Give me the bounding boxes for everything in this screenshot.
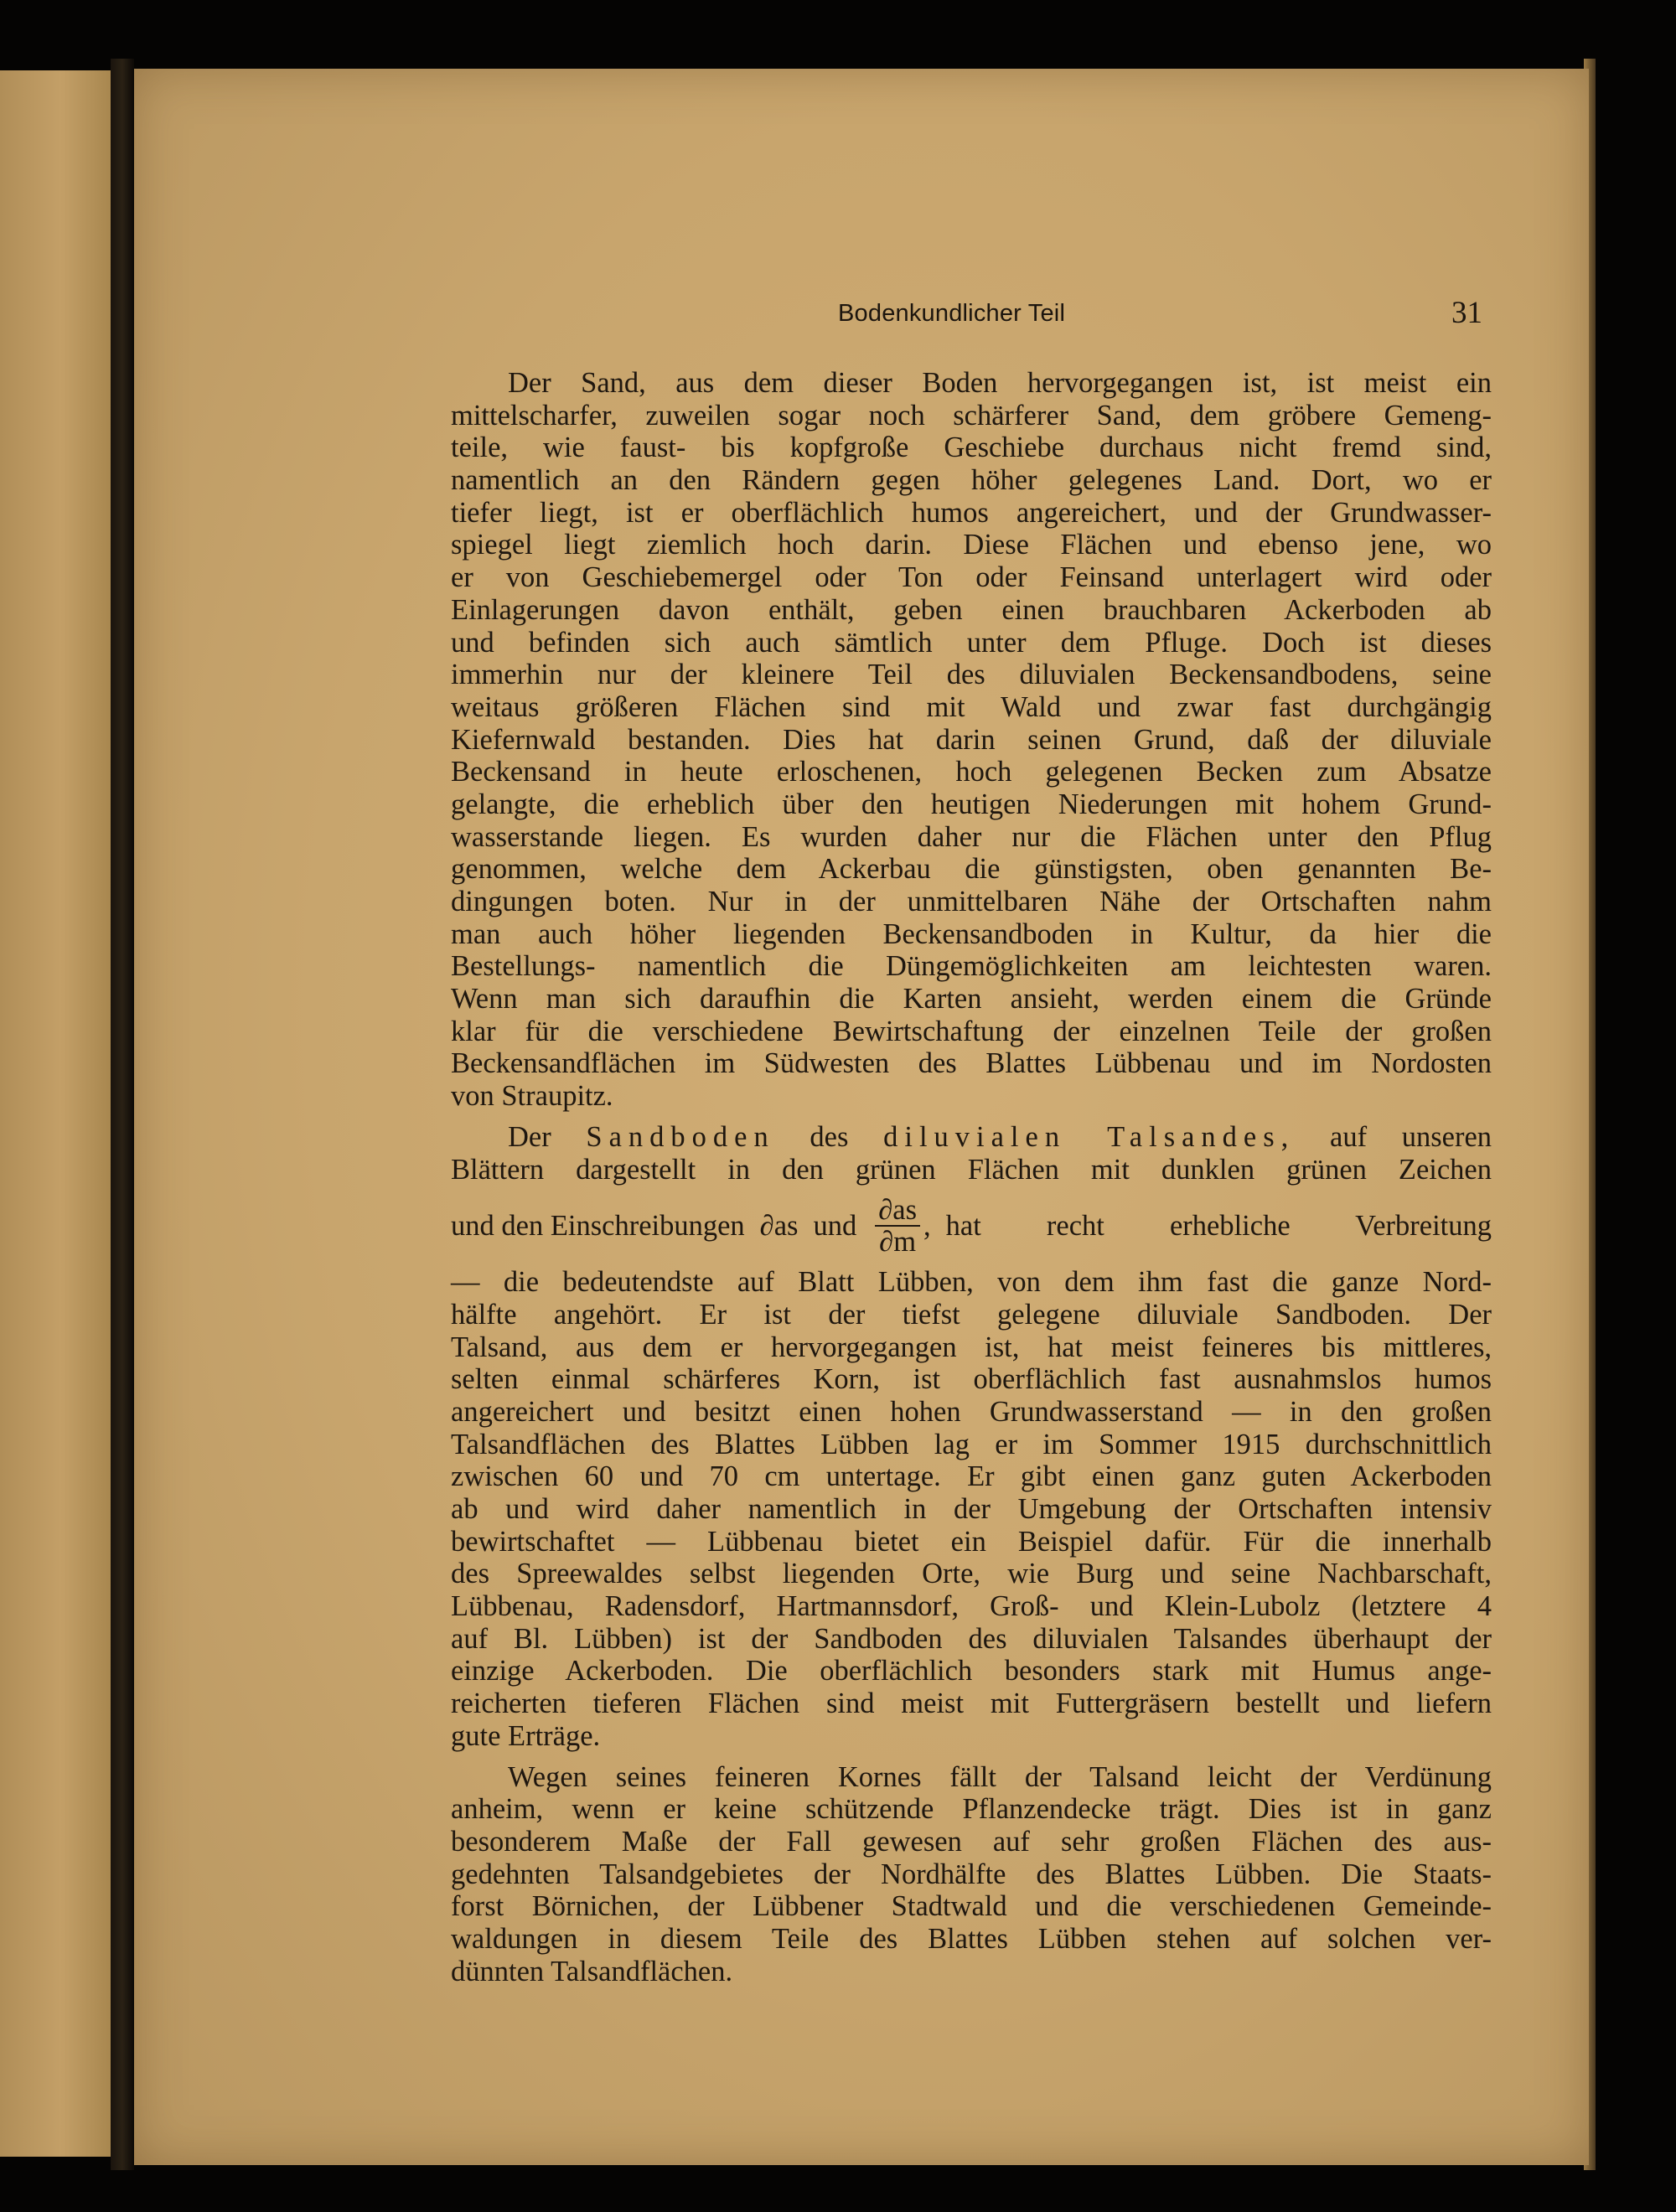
paragraph-1	[451, 367, 1492, 1113]
spaced-term-sandboden: Sandboden	[586, 1120, 775, 1153]
text-line: angereichert und besitzt einen hohen Grundwasserstand — in den großen	[451, 1395, 1492, 1428]
text-line: wasserstande liegen. Es wurden daher nur die Flächen unter den Pflug	[451, 820, 1492, 853]
text-line: namentlich an den Rändern gegen höher gelegenes Land. Dort, wo er	[451, 464, 1492, 497]
text-line: er von Geschiebemergel oder Ton oder Feinsand unterlagert wird oder	[451, 561, 1492, 594]
text-line: waldungen in diesem Teile des Blattes Lübben stehen auf solchen ver-	[451, 1922, 1492, 1955]
text-line: hälfte angehört. Er ist der tiefst gelegene diluviale Sandboden. Der	[451, 1298, 1492, 1331]
text-line: Lübbenau, Radensdorf, Hartmannsdorf, Groß- und Klein-Lubolz (letztere 4	[451, 1590, 1492, 1623]
text-line: man auch höher liegenden Beckensandboden in Kultur, da hier die	[451, 917, 1492, 950]
running-head-title: Bodenkundlicher Teil	[838, 300, 1066, 327]
text-line: dingungen boten. Nur in der unmittelbaren Nähe der Ortschaften nahm	[451, 886, 1492, 917]
text-line: zwischen 60 und 70 cm untertage. Er gibt einen ganz guten Ackerboden	[451, 1460, 1492, 1493]
text-line: Wegen seines feineren Kornes fällt der Talsand leicht der Verdünung	[508, 1760, 1492, 1793]
text-line: gedehnten Talsandgebietes der Nordhälfte des Blattes Lübben. Die Staats-	[451, 1858, 1492, 1890]
formula-text-and: und	[813, 1209, 857, 1242]
text-line: gelangte, die erheblich über den heutigen Niederungen mit hohem Grund-	[451, 788, 1492, 820]
fraction-denominator: ∂m	[879, 1226, 917, 1258]
page-number: 31	[1451, 296, 1482, 330]
text-line: Der Sand, aus dem dieser Boden hervorgegangen ist, ist meist ein	[508, 367, 1492, 399]
text-line: selten einmal schärferes Korn, ist oberflächlich fast ausnahmslos humos	[451, 1363, 1492, 1396]
text-line: Blättern dargestellt in den grünen Flächen mit dunklen grünen Zeichen	[451, 1153, 1492, 1186]
text-line: mittelscharfer, zuweilen sogar noch schärferer Sand, dem gröbere Gemeng-	[451, 399, 1492, 432]
text-line: Bestellungs- namentlich die Düngemöglichkeiten am leichtesten waren.	[451, 950, 1492, 983]
text-line: tiefer liegt, ist er oberflächlich humos angereichert, und der Grundwasser-	[451, 496, 1492, 529]
book-gutter	[111, 59, 134, 2170]
text-line: klar für die verschiedene Bewirtschaftung der einzelnen Teile der großen	[451, 1015, 1492, 1047]
paragraph-gap	[451, 1753, 1492, 1761]
paragraph-2	[451, 1121, 1492, 1753]
book-page	[134, 69, 1589, 2165]
text-line: teile, wie faust- bis kopfgroße Geschiebe durchaus nicht fremd sind,	[451, 432, 1492, 464]
text-line: genommen, welche dem Ackerbau die günstigsten, oben genannten Be-	[451, 853, 1492, 886]
paragraph-3	[451, 1761, 1492, 1988]
text-line: auf Bl. Lübben) ist der Sandboden des diluvialen Talsandes überhaupt der	[451, 1622, 1492, 1655]
text-line: besonderem Maße der Fall gewesen auf sehr großen Flächen des aus-	[451, 1825, 1492, 1858]
formula-text-after: hat recht erhebliche Verbreitung	[945, 1209, 1492, 1242]
formula-line	[451, 1187, 1492, 1264]
text-line: Einlagerungen davon enthält, geben einen brauchbaren Ackerboden ab	[451, 593, 1492, 626]
text-line: Talsand, aus dem er hervorgegangen ist, hat meist feineres bis mittleres,	[451, 1331, 1492, 1363]
text-line: reicherten tieferen Flächen sind meist mit Futtergräsern bestellt und liefern	[451, 1687, 1492, 1720]
paragraph-gap	[451, 1113, 1492, 1121]
lead-word: Der	[508, 1120, 551, 1153]
formula-comma: ,	[923, 1209, 931, 1242]
text-line: Talsandflächen des Blattes Lübben lag er im Sommer 1915 durchschnittlich	[451, 1428, 1492, 1460]
text-line: bewirtschaftet — Lübbenau bietet ein Beispiel dafür. Für die innerhalb	[451, 1525, 1492, 1558]
text-line: ab und wird daher namentlich in der Umgebung der Ortschaften intensiv	[451, 1493, 1492, 1525]
text-line: dünnten Talsandflächen.	[451, 1955, 733, 1987]
inscription-symbol: ∂as	[759, 1209, 799, 1242]
text-line: Wenn man sich daraufhin die Karten ansieht, werden einem die Gründe	[451, 983, 1492, 1016]
text-line: und befinden sich auch sämtlich unter dem Pfluge. Doch ist dieses	[451, 626, 1492, 659]
inscription-fraction	[875, 1195, 920, 1257]
text-line: gute Erträge.	[451, 1719, 601, 1752]
formula-text-before: und den Einschreibungen	[451, 1209, 745, 1242]
text-line: Beckensandflächen im Südwesten des Blattes Lübbenau und im Nordosten	[451, 1047, 1492, 1080]
lead-rest: auf unseren	[1330, 1120, 1492, 1153]
text-line: des Spreewaldes selbst liegenden Orte, wie Burg und seine Nachbarschaft,	[451, 1558, 1492, 1590]
text-line: weitaus größeren Flächen sind mit Wald und zwar fast durchgängig	[451, 690, 1492, 723]
text-line: spiegel liegt ziemlich hoch darin. Diese Flächen und ebenso jene, wo	[451, 529, 1492, 561]
running-head	[134, 295, 1589, 335]
left-page-edge	[0, 70, 111, 2157]
text-line: anheim, wenn er keine schützende Pflanzendecke trägt. Dies ist in ganz	[451, 1793, 1492, 1826]
text-line: — die bedeutendste auf Blatt Lübben, von dem ihm fast die ganze Nord-	[451, 1266, 1492, 1299]
text-line: Kiefernwald bestanden. Dies hat darin seinen Grund, daß der diluviale	[451, 723, 1492, 756]
text-line	[451, 1121, 1492, 1154]
text-line: forst Börnichen, der Lübbener Stadtwald und die verschiedenen Gemeinde-	[451, 1890, 1492, 1923]
fraction-numerator: ∂as	[875, 1195, 920, 1227]
spaced-term-talsand: diluvialen Talsandes,	[883, 1120, 1296, 1153]
text-line: immerhin nur der kleinere Teil des diluvialen Beckensandbodens, seine	[451, 659, 1492, 691]
text-line: einzige Ackerboden. Die oberflächlich besonders stark mit Humus ange-	[451, 1655, 1492, 1687]
text-line: Beckensand in heute erloschenen, hoch gelegenen Becken zum Absatze	[451, 756, 1492, 788]
lead-word: des	[810, 1120, 849, 1153]
text-line: von Straupitz.	[451, 1080, 613, 1113]
body-text	[451, 367, 1492, 1987]
